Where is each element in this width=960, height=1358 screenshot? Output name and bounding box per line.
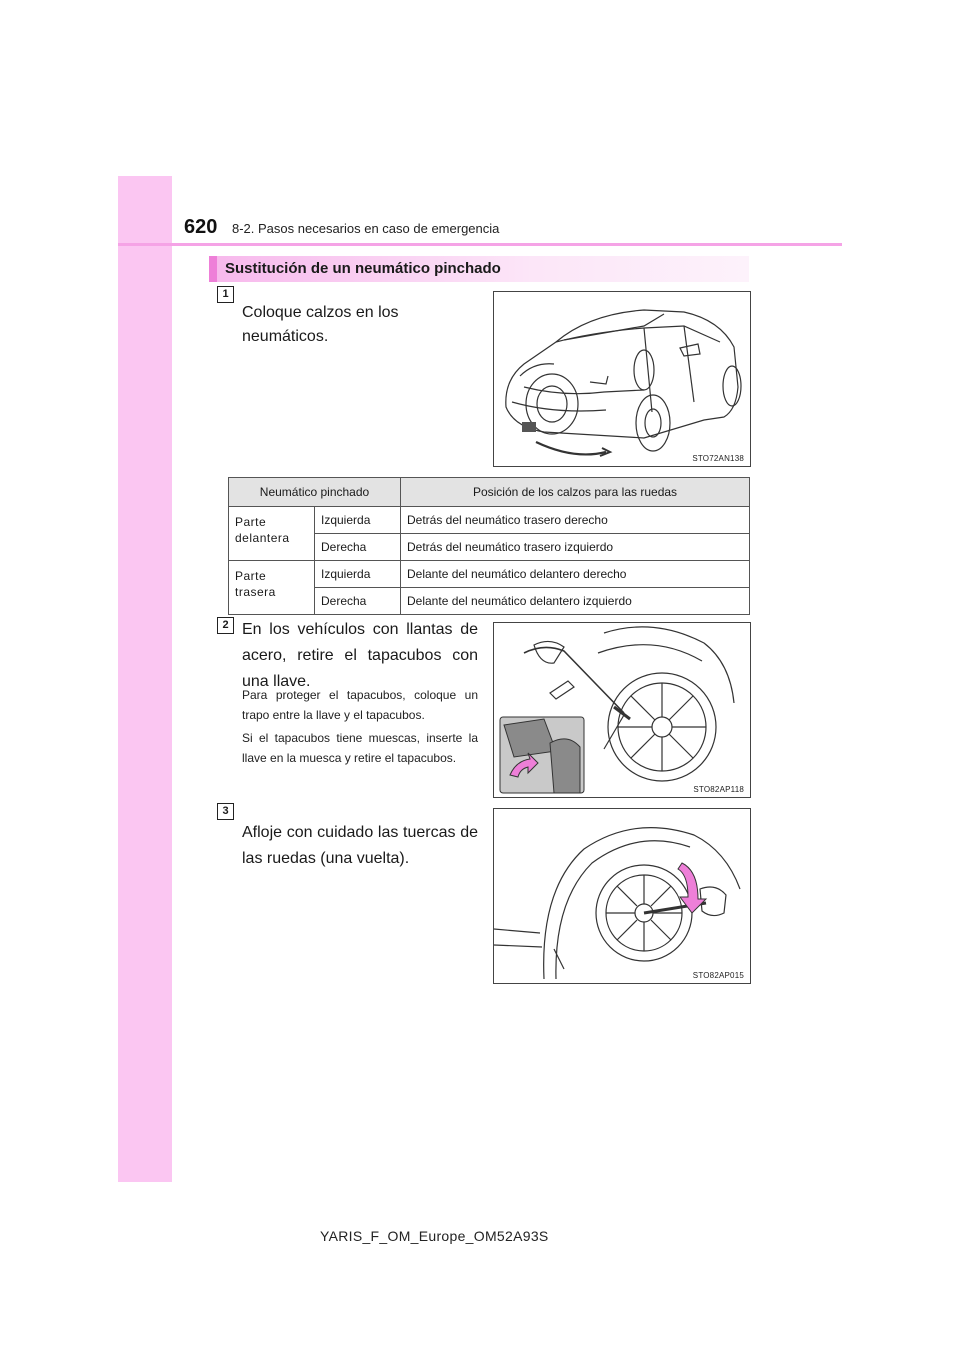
figure-wheel-chocks [493, 291, 751, 467]
figure-1-code: STO72AN138 [692, 454, 744, 463]
figure-2-code: STO82AP118 [693, 785, 744, 794]
step-number-3: 3 [217, 803, 234, 820]
table-header-chock-position: Posición de los calzos para las ruedas [401, 478, 750, 507]
chapter-title: 8-2. Pasos necesarios en caso de emergencia [232, 221, 500, 236]
step-3-text: Afloje con cuidado las tuercas de las ruedas (una vuelta). [242, 824, 478, 867]
step-2-note-1: Para proteger el tapacubos, coloque un trapo entre la llave y el tapacubos. [242, 688, 478, 722]
wheel-nut-illustration [494, 809, 750, 983]
table-cell-side: Derecha [315, 588, 401, 615]
page-number: 620 [184, 216, 218, 238]
table-cell-side: Izquierda [315, 507, 401, 534]
table-cell-chock: Delante del neumático delantero derecho [401, 561, 750, 588]
step-number-1: 1 [217, 286, 234, 303]
table-header-row [229, 478, 750, 507]
figure-loosen-nuts [493, 808, 751, 984]
figure-hubcap-removal [493, 622, 751, 798]
step-2-text: En los vehículos con llantas de acero, retire el tapacubos con una llave. [242, 621, 478, 690]
table-cell-chock: Detrás del neumático trasero derecho [401, 507, 750, 534]
header-rule [118, 243, 842, 246]
table-cell-chock: Delante del neumático delantero izquierdo [401, 588, 750, 615]
figure-3-code: STO82AP015 [692, 971, 744, 980]
section-accent [209, 256, 217, 282]
step-1-text: Coloque calzos en los neumáticos. [242, 304, 399, 345]
table-cell-position: Parte delantera [229, 507, 315, 561]
side-tab [118, 176, 172, 1182]
section-heading [209, 256, 749, 282]
footer-code: YARIS_F_OM_Europe_OM52A93S [320, 1228, 549, 1244]
table-row [229, 561, 750, 588]
step-2-note-2: Si el tapacubos tiene muescas, inserte la llave en la muesca y retire el tapacubos. [242, 731, 478, 765]
table-row [229, 507, 750, 534]
table-cell-chock: Detrás del neumático trasero izquierdo [401, 534, 750, 561]
table-header-flat-tire: Neumático pinchado [229, 478, 401, 507]
hubcap-illustration [494, 623, 750, 797]
step-number-2: 2 [217, 617, 234, 634]
chock-position-table [228, 477, 750, 615]
section-title: Sustitución de un neumático pinchado [225, 260, 501, 277]
table-cell-side: Izquierda [315, 561, 401, 588]
car-chock-illustration [494, 292, 750, 466]
table-cell-position: Parte trasera [229, 561, 315, 615]
table-cell-side: Derecha [315, 534, 401, 561]
